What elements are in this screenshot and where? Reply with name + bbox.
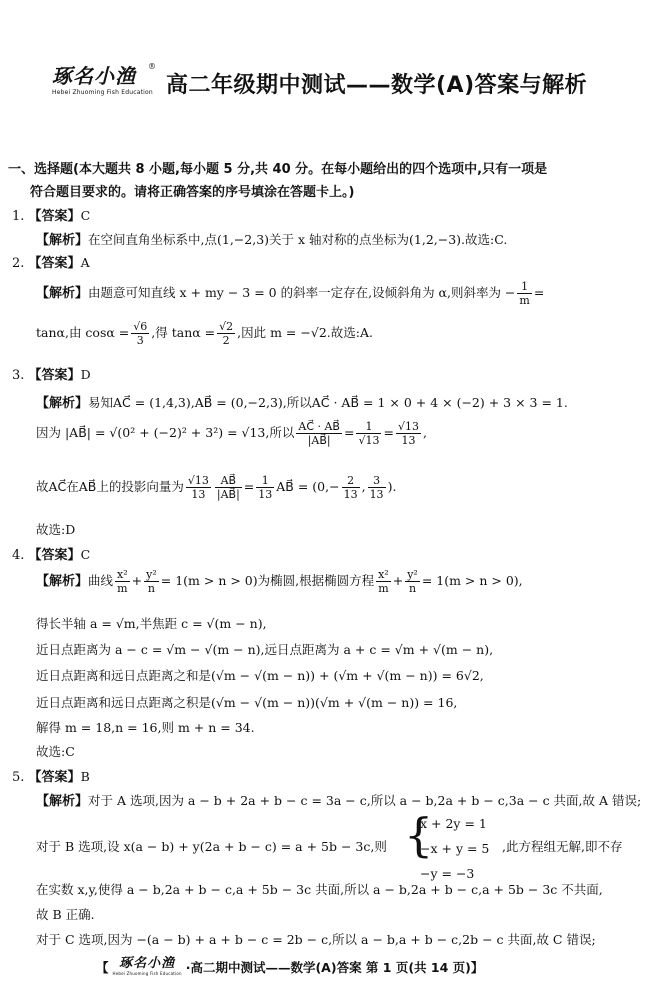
q3-frac-7: $\frac{2}{13}$	[343, 474, 358, 501]
q2-l2a: tanα,由 cosα =	[36, 325, 130, 340]
q3-frac-6: $\frac{1}{13}$	[258, 474, 273, 501]
footer-bracket-left: 【	[96, 959, 109, 975]
registered-mark: ®	[148, 62, 156, 71]
equation-system-brace: {	[404, 808, 434, 862]
q2-eq: =	[533, 285, 545, 300]
q2-answer: A	[80, 255, 90, 270]
q3-choice: 故选:D	[36, 522, 76, 537]
q3-frac-1: $\frac{AC⃗ \cdot AB⃗}{|AB⃗|}$	[298, 420, 340, 447]
footer-logo	[113, 957, 182, 976]
q4-l1e: = 1(m > n > 0),	[421, 573, 523, 588]
equation-3: −y = −3	[420, 866, 475, 881]
q1-answer-tag: 【答案】	[28, 209, 81, 224]
q4-frac-3: $\frac{\text{x²}}{m}$	[378, 568, 389, 595]
q2-frac-slope: $\frac{1}{m}$	[519, 280, 530, 307]
q3-frac-5: $\frac{AB⃗}{|AB⃗|}$	[216, 474, 240, 501]
q3-answer: D	[80, 367, 91, 382]
equation-2: −x + y = 5	[420, 841, 490, 856]
q5-answer-tag: 【答案】	[28, 770, 81, 785]
q3-l3e: ).	[387, 479, 397, 494]
q3-l3c: AB⃗ = (0,−	[276, 479, 340, 494]
q1-analysis-text: 在空间直角坐标系中,点(1,−2,3)关于 x 轴对称的点坐标为(1,2,−3).故选:C.	[88, 232, 508, 247]
q4-answer-tag: 【答案】	[28, 548, 81, 563]
q5-line4: 故 B 正确.	[36, 907, 95, 922]
q5-analysis-line2a: 对于 B 选项,设 x(a − b) + y(2a + b − c) = a + 5b − 3c,则	[36, 839, 387, 854]
q5-line3: 在实数 x,y,使得 a − b,2a + b − c,a + 5b − 3c 共面,所以 a − b,2a + b − c,a + 5b − 3c 不共面,	[36, 882, 603, 897]
q4-number: 4.	[12, 548, 25, 563]
header-logo	[52, 64, 162, 102]
q4-line2: 得长半轴 a = √m,半焦距 c = √(m − n),	[36, 616, 267, 631]
q3-l3a: 故AC⃗在AB⃗上的投影向量为	[36, 479, 184, 494]
q2-l2c: ,因此 m = −√2.故选:A.	[237, 325, 373, 340]
footer-logo-subtitle: Hebei Zhuoming Fish Education	[112, 971, 182, 976]
q5-line1: 对于 A 选项,因为 a − b + 2a + b − c = 3a − c,所以 a − b,2a + b − c,3a − c 共面,故 A 错误;	[88, 793, 642, 808]
q1-number: 1.	[12, 209, 25, 224]
q4-l1a: 曲线	[88, 573, 114, 588]
q5-analysis-line1	[36, 790, 641, 809]
q1-answer: C	[80, 208, 91, 223]
logo-text: 琢名小渔	[52, 64, 136, 88]
q4-frac-2: $\frac{\text{y²}}{n}$	[146, 568, 157, 595]
q3-l2c: =	[383, 425, 394, 440]
section-heading-line2: 符合题目要求的。请将正确答案的序号填涂在答题卡上。)	[30, 185, 355, 200]
q3-analysis-line1	[36, 392, 568, 411]
q4-line7: 故选:C	[36, 744, 75, 759]
footer-logo-text: 琢名小渔	[119, 956, 176, 971]
q2-line1: 由题意可知直线 x + my − 3 = 0 的斜率一定存在,设倾斜角为 α,则斜率为 −	[88, 285, 516, 300]
q1-analysis-tag: 【解析】	[36, 233, 89, 248]
q3-number: 3.	[12, 368, 25, 383]
footer-text: ·高二期中测试——数学(A)答案 第 1 页(共 14 页)	[185, 959, 471, 975]
q3-row	[12, 364, 91, 383]
q5-analysis-tag: 【解析】	[36, 794, 89, 809]
q4-line4: 近日点距离和远日点距离之和是(√m − √(m − n)) + (√m + √(m − n)) = 6√2,	[36, 668, 484, 683]
q4-line6: 解得 m = 18,n = 16,则 m + n = 34.	[36, 720, 255, 735]
q3-frac-8: $\frac{3}{13}$	[369, 474, 384, 501]
q4-l1c: = 1(m > n > 0)为椭圆,根据椭圆方程	[160, 573, 375, 588]
q4-row	[12, 544, 90, 563]
q2-l2b: ,得 tanα =	[151, 325, 216, 340]
logo-subtitle: Hebei Zhuoming Fish Education	[52, 89, 153, 96]
q2-row	[12, 252, 90, 271]
q4-analysis-line1	[36, 568, 523, 595]
q2-frac-tan: $\frac{√2}{2}$	[219, 320, 234, 347]
q3-analysis-tag: 【解析】	[36, 396, 89, 411]
equation-system	[420, 811, 489, 886]
q3-l3b: =	[243, 479, 255, 494]
q3-frac-2: $\frac{1}{√13}$	[358, 420, 380, 447]
q4-answer: C	[80, 547, 91, 562]
q1-analysis	[36, 229, 507, 248]
section-heading-line1: 一、选择题(本大题共 8 小题,每小题 5 分,共 40 分。在每小题给出的四个选项中,只有一项是	[8, 162, 548, 177]
q3-l3d: ,	[361, 479, 366, 494]
q3-frac-4: $\frac{√13}{13}$	[187, 474, 209, 501]
page-footer	[96, 957, 483, 976]
q3-l2a: 因为 |AB⃗| = √(0² + (−2)² + 3²) = √13,所以	[36, 425, 295, 440]
q3-answer-tag: 【答案】	[28, 368, 81, 383]
q5-number: 5.	[12, 770, 25, 785]
q4-frac-1: $\frac{\text{x²}}{m}$	[117, 568, 128, 595]
footer-bracket-right: 】	[470, 959, 484, 975]
q3-analysis-line3	[36, 474, 396, 501]
q5-row	[12, 766, 90, 785]
q4-analysis-tag: 【解析】	[36, 574, 89, 589]
q2-number: 2.	[12, 256, 25, 271]
equation-1: x + 2y = 1	[420, 816, 487, 831]
q2-analysis-line1	[36, 280, 544, 307]
q3-l2b: =	[343, 425, 355, 440]
q3-analysis-line2	[36, 420, 427, 447]
q2-answer-tag: 【答案】	[28, 256, 81, 271]
q4-l1b: +	[131, 573, 143, 588]
q2-analysis-tag: 【解析】	[36, 286, 89, 301]
q4-line5: 近日点距离和远日点距离之积是(√m − √(m − n))(√m + √(m − n)) = 16,	[36, 695, 458, 710]
q4-frac-4: $\frac{\text{y²}}{n}$	[407, 568, 418, 595]
q4-l1d: +	[392, 573, 404, 588]
q3-l2d: ,	[422, 425, 427, 440]
q3-line1: 易知AC⃗ = (1,4,3),AB⃗ = (0,−2,3),所以AC⃗ · AB⃗ = 1 × 0 + 4 × (−2) + 3 × 3 = 1.	[88, 395, 568, 410]
q2-frac-cos: $\frac{√6}{3}$	[133, 320, 148, 347]
q4-line3: 近日点距离为 a − c = √m − √(m − n),远日点距离为 a + c = √m + √(m − n),	[36, 642, 494, 657]
q5-answer: B	[80, 769, 90, 784]
q3-frac-3: $\frac{√13}{13}$	[397, 420, 419, 447]
q5-analysis-line2b: ,此方程组无解,即不存	[502, 839, 623, 854]
q2-analysis-line2	[36, 320, 373, 347]
page-title: 高二年级期中测试——数学(A)答案与解析	[166, 73, 588, 98]
q1-row	[12, 205, 90, 224]
q5-line5: 对于 C 选项,因为 −(a − b) + a + b − c = 2b − c,所以 a − b,a + b − c,2b − c 共面,故 C 错误;	[36, 932, 596, 947]
